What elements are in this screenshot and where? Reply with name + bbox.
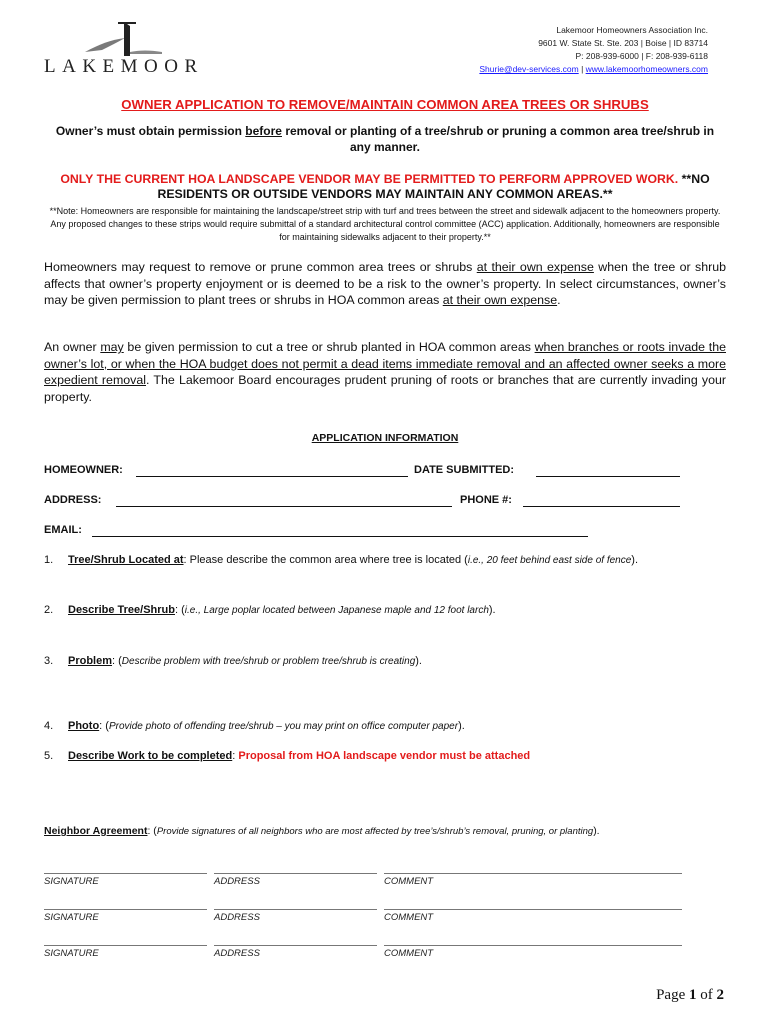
neighbor-heading: Neighbor Agreement — [44, 825, 148, 837]
para2-text-c: . The Lakemoor Board encourages prudent pruning of roots or branches that are currently invading your property. — [44, 373, 727, 404]
permission-emphasis: before — [245, 124, 282, 138]
vendor-notice-black: **NO RESIDENTS OR OUTSIDE VENDORS MAY MAINTAIN ANY COMMON AREAS.** — [157, 172, 710, 201]
comment-label: COMMENT — [384, 912, 434, 923]
para1-underline-1: at their own expense — [476, 260, 594, 274]
lakemoor-logo-mark — [80, 20, 170, 60]
hoa-contact-block — [378, 24, 708, 76]
address-line[interactable] — [214, 945, 377, 946]
page-total: 2 — [716, 987, 724, 1003]
item-text: : ( — [99, 720, 109, 732]
signature-label: SIGNATURE — [44, 948, 99, 959]
item-text: : ( — [112, 655, 122, 667]
application-info-heading: APPLICATION INFORMATION — [311, 432, 459, 444]
signature-line[interactable] — [44, 909, 207, 910]
address-label-sig: ADDRESS — [214, 876, 260, 887]
neighbor-colon: : ( — [147, 825, 157, 837]
hoa-email-link[interactable]: Shurie@dev-services.com — [479, 64, 579, 74]
item-work — [44, 750, 530, 762]
item-example: Provide photo of offending tree/shrub – you may print on office computer paper — [108, 721, 459, 732]
para1-text-c: . — [557, 293, 561, 307]
hoa-address: 9601 W. State St. Ste. 203 | Boise | ID 83714 — [538, 38, 708, 48]
item-example: Describe problem with tree/shrub or problem tree/shrub is creating — [121, 656, 416, 667]
para1-text-b: when the tree or shrub affects that owner’s property enjoyment or is deemed to be a risk to the owner’s property. In select circumstances, owner’s may be given permission to plant trees or shrubs in HOA common areas — [44, 260, 727, 307]
item-example: i.e., Large poplar located between Japanese maple and 12 foot larch — [184, 605, 489, 616]
address-field[interactable] — [116, 506, 452, 507]
homeowner-field[interactable] — [136, 476, 408, 477]
item-text: : ( — [175, 604, 185, 616]
para2-text-a: An owner — [44, 340, 101, 354]
phone-label: PHONE #: — [460, 494, 512, 506]
neighbor-end: ). — [593, 825, 600, 837]
item-red-note: Proposal from HOA landscape vendor must be attached — [238, 750, 531, 762]
address-label-sig: ADDRESS — [214, 912, 260, 923]
neighbor-text: Provide signatures of all neighbors who are most affected by tree’s/shrub’s removal, pruning, or planting — [156, 826, 594, 837]
contact-separator: | — [578, 64, 586, 74]
vendor-notice — [44, 172, 726, 202]
permission-text-2: removal or planting of a tree/shrub or pruning a common area tree/shrub in any manner. — [281, 124, 715, 154]
item-problem — [44, 655, 422, 667]
comment-label: COMMENT — [384, 948, 434, 959]
signature-line[interactable] — [44, 945, 207, 946]
item-photo — [44, 720, 465, 732]
item-end: ). — [631, 554, 639, 566]
address-line[interactable] — [214, 909, 377, 910]
hoa-website-link[interactable]: www.lakemoorhomeowners.com — [585, 64, 708, 74]
signature-label: SIGNATURE — [44, 876, 99, 887]
item-number: 1. — [44, 554, 54, 566]
item-describe-tree — [44, 604, 496, 616]
item-number: 2. — [44, 604, 54, 616]
item-end: ). — [458, 720, 465, 732]
item-end: ). — [415, 655, 422, 667]
hoa-name: Lakemoor Homeowners Association Inc. — [556, 25, 708, 35]
item-text: : Please describe the common area where tree is located ( — [183, 554, 468, 566]
para2-text-b: be given permission to cut a tree or shrub planted in HOA common areas — [123, 340, 535, 354]
email-field[interactable] — [92, 536, 588, 537]
signature-line[interactable] — [44, 873, 207, 874]
para1-text-a: Homeowners may request to remove or prune common area trees or shrubs — [44, 260, 477, 274]
item-heading: Photo — [68, 720, 100, 732]
item-heading: Describe Tree/Shrub — [68, 604, 175, 616]
para2-underline-1: may — [100, 340, 124, 354]
page-number — [656, 987, 724, 1004]
hoa-phone-fax: P: 208-939-6000 | F: 208-939-6118 — [575, 51, 708, 61]
date-submitted-label: DATE SUBMITTED: — [414, 464, 515, 476]
comment-label: COMMENT — [384, 876, 434, 887]
item-example: i.e., 20 feet behind east side of fence — [467, 555, 632, 566]
address-label: ADDRESS: — [44, 494, 102, 506]
homeowner-label: HOMEOWNER: — [44, 464, 123, 476]
homeowner-note: **Note: Homeowners are responsible for maintaining the landscape/street strip with turf and trees between the street and sidewalk adjacent to the homeowners property. Any proposed changes to these strips would require submittal of a standard architectural control committee (ACC) application. Additionally, homeowners are responsible for maintaining sidewalks adjacent to their property.** — [49, 206, 721, 242]
item-number: 4. — [44, 720, 54, 732]
comment-line[interactable] — [384, 909, 682, 910]
item-text: : — [232, 750, 239, 762]
neighbor-agreement — [44, 825, 600, 837]
item-heading: Describe Work to be completed — [68, 750, 233, 762]
email-label: EMAIL: — [44, 524, 82, 536]
item-end: ). — [488, 604, 496, 616]
intro-paragraph-2 — [44, 339, 726, 405]
lakemoor-logo-text: LAKEMOOR — [44, 56, 204, 77]
permission-text-1: Owner’s must obtain permission — [55, 124, 246, 138]
para2-underline-2: when branches or roots invade the owner’s lot, or when the HOA budget does not permit a dead items immediate removal and an affected owner seeks a more expedient removal — [44, 340, 726, 387]
page-current: 1 — [689, 987, 697, 1003]
phone-field[interactable] — [523, 506, 680, 507]
date-submitted-field[interactable] — [536, 476, 680, 477]
item-number: 5. — [44, 750, 54, 762]
address-line[interactable] — [214, 873, 377, 874]
page-of: of — [700, 987, 713, 1003]
item-number: 3. — [44, 655, 54, 667]
signature-label: SIGNATURE — [44, 912, 99, 923]
comment-line[interactable] — [384, 945, 682, 946]
item-heading: Tree/Shrub Located at — [68, 554, 184, 566]
item-location — [44, 554, 638, 566]
permission-statement — [44, 123, 726, 155]
vendor-notice-red: ONLY THE CURRENT HOA LANDSCAPE VENDOR MAY BE PERMITTED TO PERFORM APPROVED WORK. — [60, 172, 679, 186]
form-title: OWNER APPLICATION TO REMOVE/MAINTAIN COMMON AREA TREES OR SHRUBS — [121, 97, 649, 112]
para1-underline-2: at their own expense — [442, 293, 558, 307]
address-label-sig: ADDRESS — [214, 948, 260, 959]
page-word: Page — [656, 987, 686, 1003]
item-heading: Problem — [68, 655, 113, 667]
comment-line[interactable] — [384, 873, 682, 874]
intro-paragraph-1 — [44, 259, 726, 309]
